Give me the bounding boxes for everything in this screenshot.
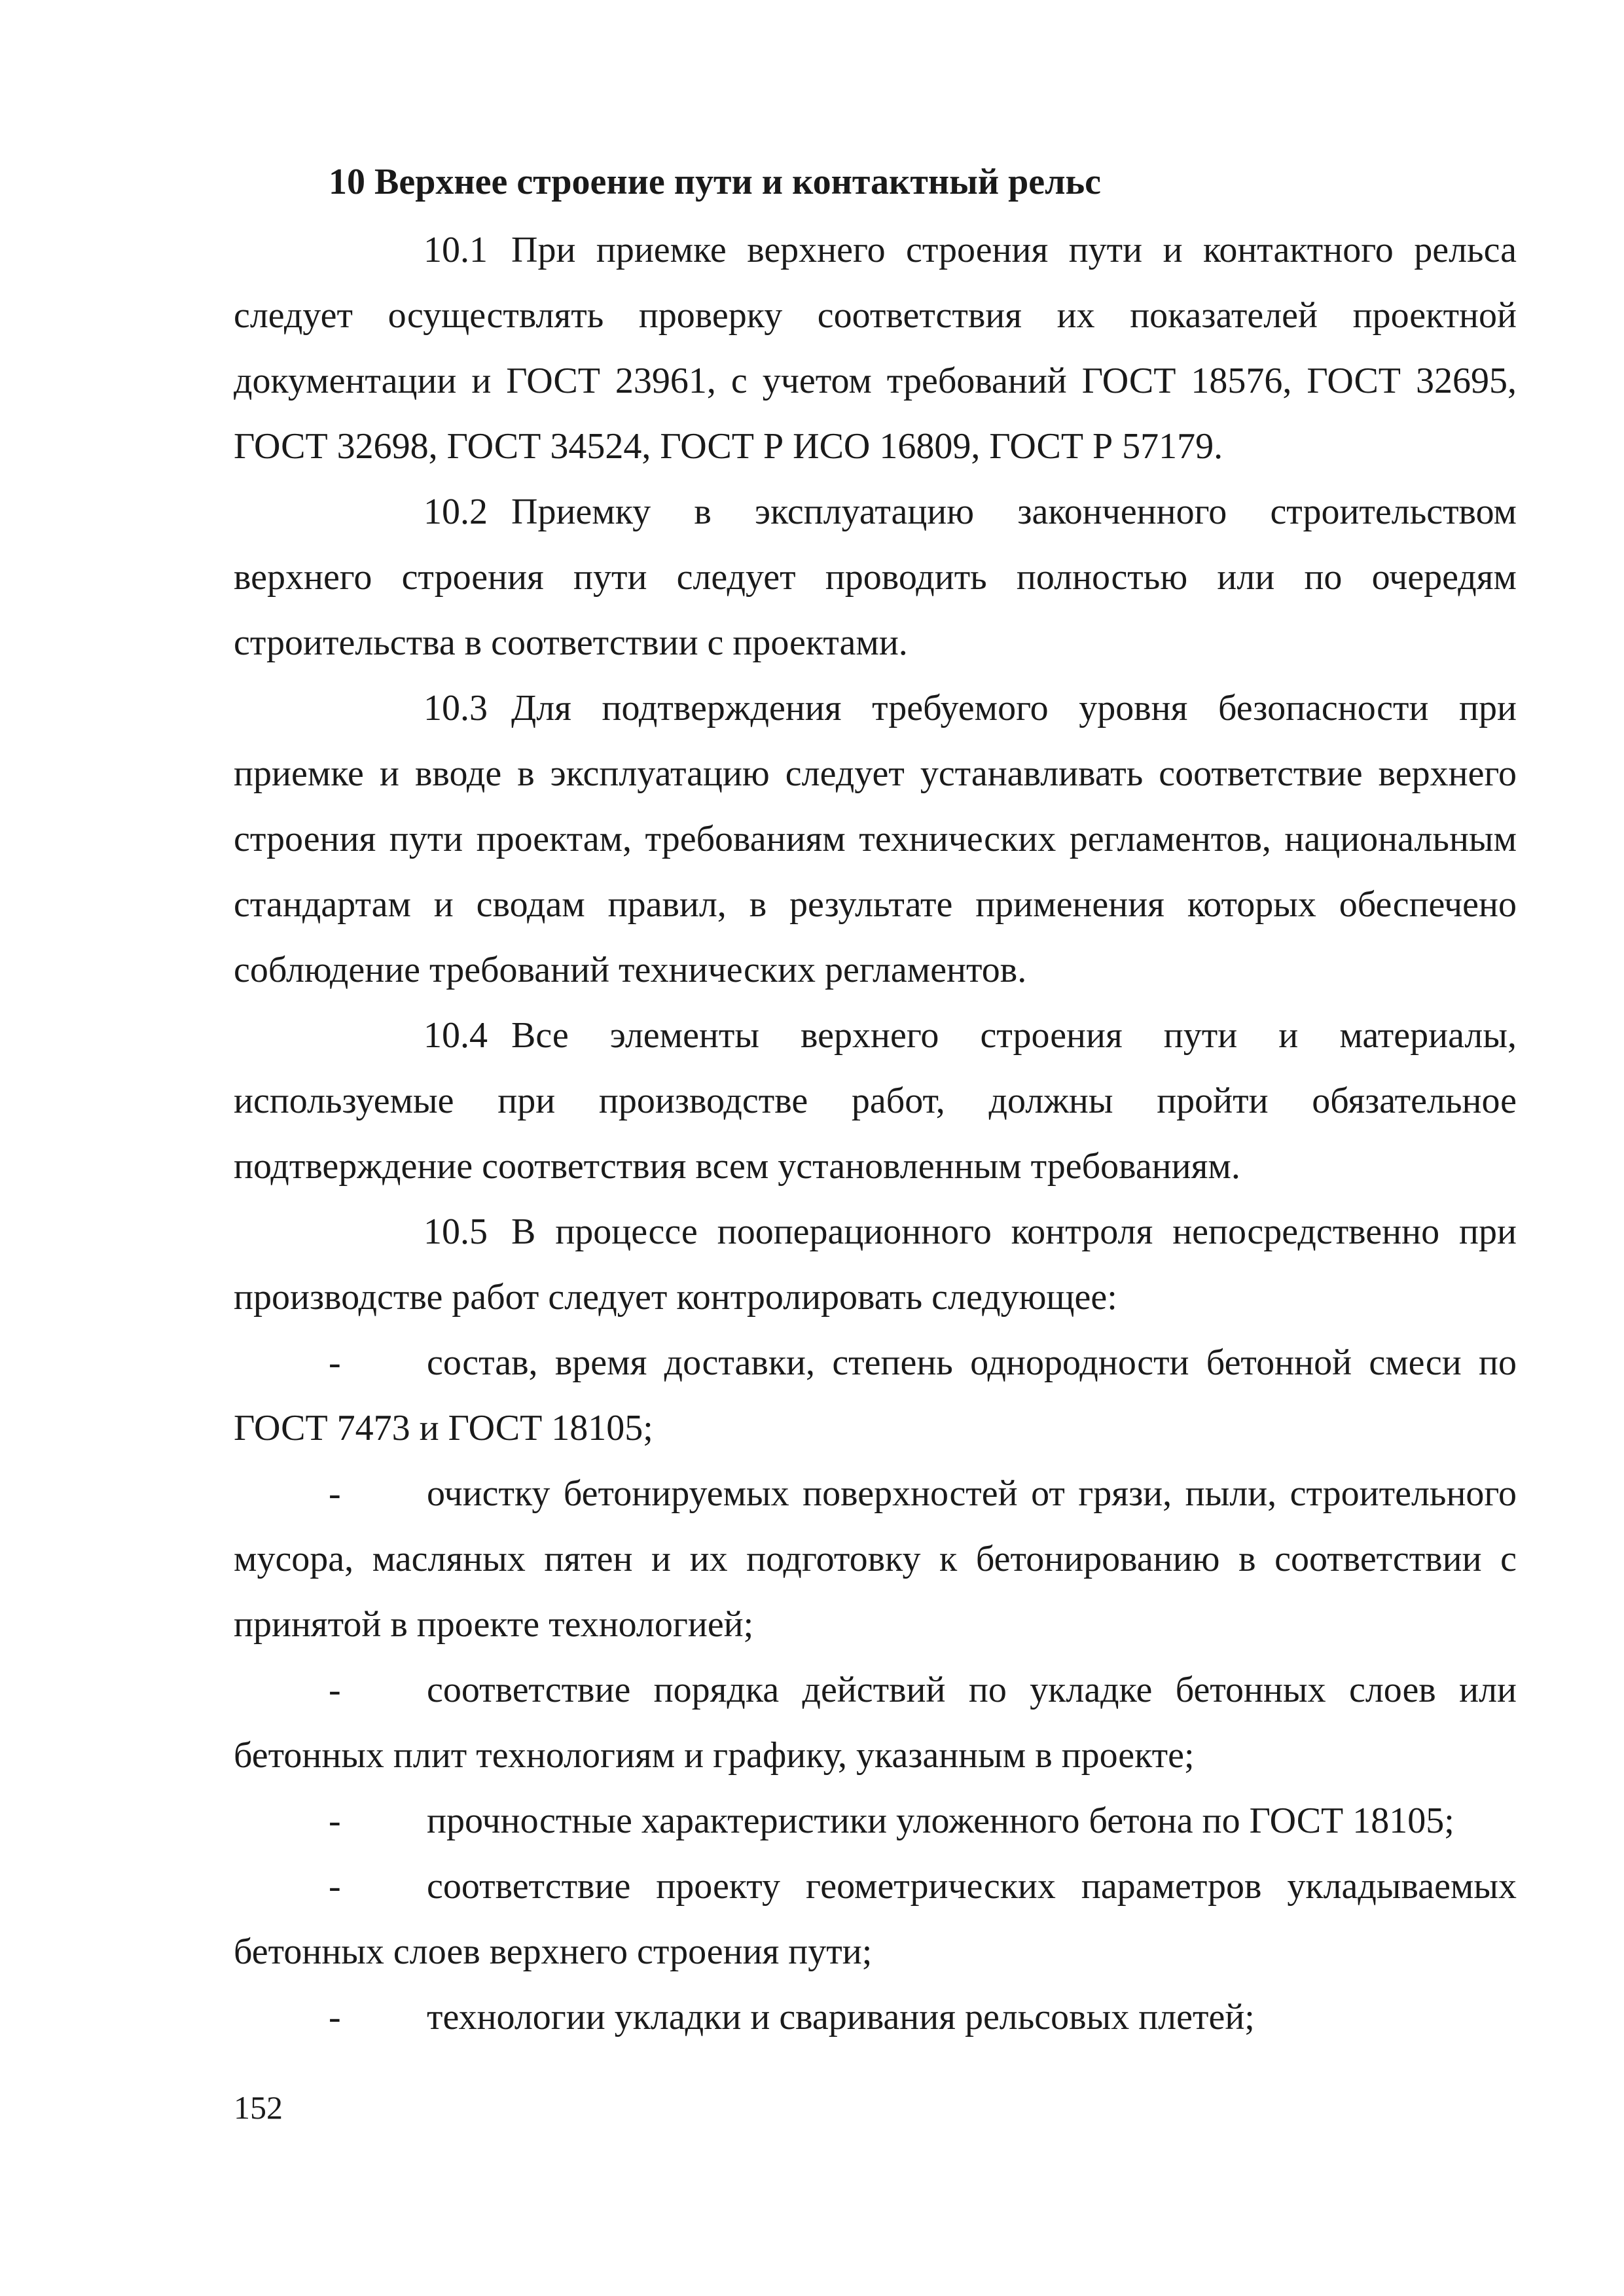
list-item xyxy=(234,1657,1517,1788)
list-dash: - xyxy=(329,1866,341,1907)
paragraph-number: 10.4 xyxy=(424,1015,488,1056)
page-number: 152 xyxy=(234,2089,283,2126)
paragraph-text: Для подтверждения требуемого уровня безопасности при приемке и вводе в эксплуатацию следует устанавливать соответствие верхнего строения пути проектам, требованиям технических регламентов, национальным стандартам и сводам правил, в результате применения которых обеспечено соблюдение требований технических регламентов. xyxy=(234,688,1517,990)
list-dash: - xyxy=(329,1801,341,1841)
list-dash: - xyxy=(329,1473,341,1514)
list-item-text: прочностные характеристики уложенного бетона по ГОСТ 18105; xyxy=(427,1801,1454,1841)
list-item xyxy=(234,1330,1517,1461)
paragraph-text: В процессе пооперационного контроля непосредственно при производстве работ следует контролировать следующее: xyxy=(234,1211,1517,1318)
list-dash: - xyxy=(329,1997,341,2037)
paragraph-number: 10.3 xyxy=(424,688,488,728)
list-item xyxy=(234,1788,1517,1854)
paragraph-number: 10.1 xyxy=(424,230,488,270)
section-heading: 10 Верхнее строение пути и контактный рельс xyxy=(329,162,1101,202)
list-item xyxy=(234,1461,1517,1657)
list-item xyxy=(234,1854,1517,1984)
list-item-text: очистку бетонируемых поверхностей от грязи, пыли, строительного мусора, масляных пятен и их подготовку к бетонированию в соответствии с принятой в проекте технологией; xyxy=(234,1473,1517,1645)
list-item xyxy=(234,1984,1517,2050)
list-item-text: технологии укладки и сваривания рельсовых плетей; xyxy=(427,1997,1255,2037)
paragraph-text: Приемку в эксплуатацию законченного строительством верхнего строения пути следует проводить полностью или по очередям строительства в соответствии с проектами. xyxy=(234,492,1517,663)
paragraph-number: 10.5 xyxy=(424,1211,488,1252)
list-item-text: состав, время доставки, степень однородности бетонной смеси по ГОСТ 7473 и ГОСТ 18105; xyxy=(234,1342,1517,1448)
paragraph-10-5 xyxy=(234,1199,1517,1330)
list-item-text: соответствие проекту геометрических параметров укладываемых бетонных слоев верхнего строения пути; xyxy=(234,1866,1517,1972)
paragraph-10-2 xyxy=(234,479,1517,675)
paragraph-10-4 xyxy=(234,1003,1517,1199)
list-dash: - xyxy=(329,1670,341,1710)
paragraph-text: Все элементы верхнего строения пути и материалы, используемые при производстве работ, должны пройти обязательное подтверждение соответствия всем установленным требованиям. xyxy=(234,1015,1517,1187)
paragraph-10-3 xyxy=(234,675,1517,1003)
paragraph-text: При приемке верхнего строения пути и контактного рельса следует осуществлять проверку соответствия их показателей проектной документации и ГОСТ 23961, с учетом требований ГОСТ 18576, ГОСТ 32695, ГОСТ 32698, ГОСТ 34524, ГОСТ Р ИСО 16809, ГОСТ Р 57179. xyxy=(234,230,1517,467)
list-dash: - xyxy=(329,1342,341,1383)
page-content xyxy=(234,149,1517,2050)
paragraph-number: 10.2 xyxy=(424,492,488,532)
list-item-text: соответствие порядка действий по укладке бетонных слоев или бетонных плит технологиям и графику, указанным в проекте; xyxy=(234,1670,1517,1776)
paragraph-10-1 xyxy=(234,217,1517,479)
